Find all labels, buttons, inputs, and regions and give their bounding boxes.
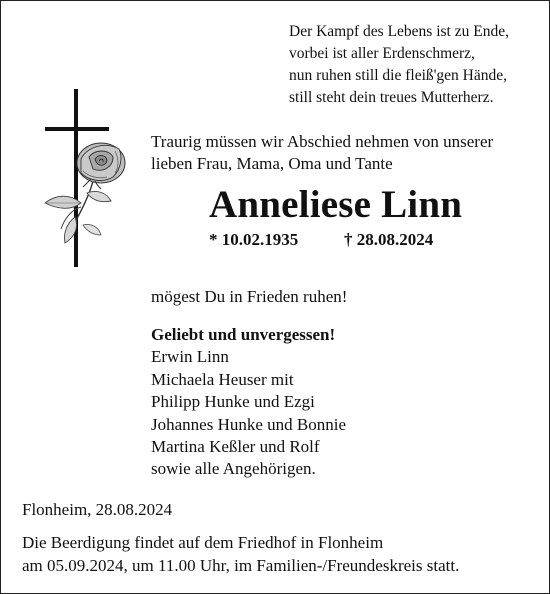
family-list <box>151 324 346 481</box>
place-date: Flonheim, 28.08.2024 <box>22 500 173 519</box>
poem-line: still steht dein treues Mutterherz. <box>289 89 494 106</box>
intro-text <box>151 131 493 175</box>
cross-horizontal-bar <box>45 127 109 131</box>
poem-line: nun ruhen still die fleiß'gen Hände, <box>289 67 508 84</box>
death-date: † 28.08.2024 <box>344 230 434 249</box>
poem-line: vorbei ist aller Erdenschmerz, <box>289 45 475 62</box>
poem-line: Der Kampf des Lebens ist zu Ende, <box>289 23 509 40</box>
family-member: Philipp Hunke und Ezgi <box>151 392 315 412</box>
family-heading: Geliebt und unvergessen! <box>151 325 336 344</box>
poem <box>289 21 509 109</box>
deceased-name: Anneliese Linn <box>209 183 463 226</box>
funeral-info <box>22 532 459 577</box>
family-member: Erwin Linn <box>151 347 229 367</box>
family-member: Michaela Heuser mit <box>151 369 294 389</box>
family-member: sowie alle Angehörigen. <box>151 459 316 479</box>
farewell-wish: mögest Du in Frieden ruhen! <box>151 287 348 306</box>
intro-line-1: Traurig müssen wir Abschied nehmen von unserer <box>151 132 494 151</box>
funeral-line-1: Die Beerdigung findet auf dem Friedhof in Flonheim <box>22 533 384 552</box>
birth-date: * 10.02.1935 <box>209 230 299 249</box>
rose-icon <box>35 137 131 245</box>
family-member: Johannes Hunke und Bonnie <box>151 414 347 434</box>
family-member: Martina Keßler und Rolf <box>151 437 320 457</box>
funeral-line-2: am 05.09.2024, um 11.00 Uhr, im Familien-/Freundeskreis statt. <box>22 555 460 575</box>
intro-line-2: lieben Frau, Mama, Oma und Tante <box>151 154 393 173</box>
